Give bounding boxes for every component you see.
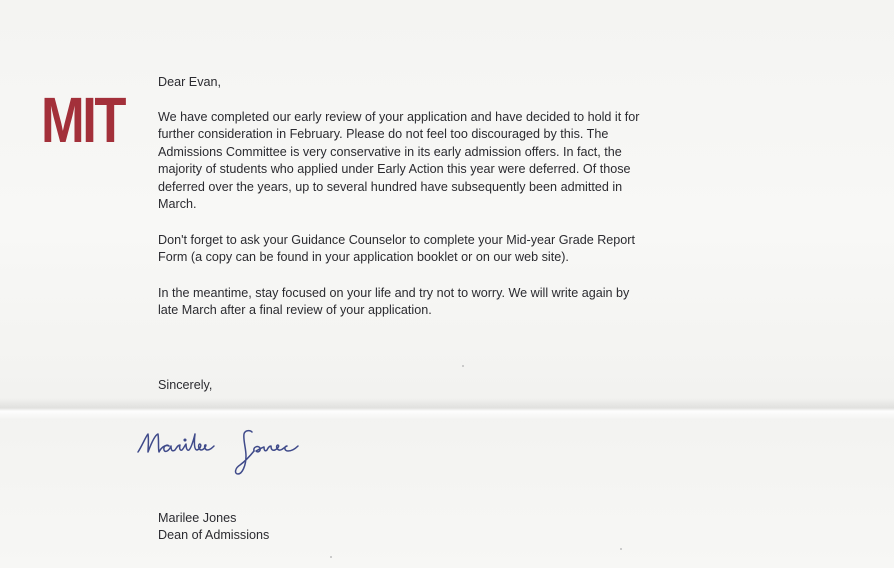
paragraph-meantime: In the meantime, stay focused on your life and try not to worry. We will write again by late March after a final review of your application. xyxy=(158,285,630,317)
closing: Sincerely, xyxy=(158,378,213,392)
salutation: Dear Evan, xyxy=(158,75,221,89)
paragraph-grade-report: Don't forget to ask your Guidance Counselor to complete your Mid-year Grade Report Form (a copy can be found in your application booklet or on our web site). xyxy=(158,232,636,264)
paper-speck xyxy=(620,548,622,550)
handwritten-signature xyxy=(134,418,324,488)
mit-logo: MIT xyxy=(41,84,124,156)
letter-body xyxy=(158,74,738,338)
paper-fold-shadow xyxy=(0,398,894,420)
paper-speck xyxy=(330,556,332,558)
paper-speck xyxy=(462,365,464,367)
paragraph-deferral: We have completed our early review of your application and have decided to hold it for further consideration in February. Please do not feel too discouraged by this. The Admissions Committee is very conservative in its early admission offers. In fact, the majority of students who applied under Early Action this year were deferred. Of those deferred over the years, up to several hundred have subsequently been admitted in March. xyxy=(158,109,640,211)
signer-name: Marilee Jones xyxy=(158,511,237,525)
signer-title: Dean of Admissions xyxy=(158,528,270,542)
